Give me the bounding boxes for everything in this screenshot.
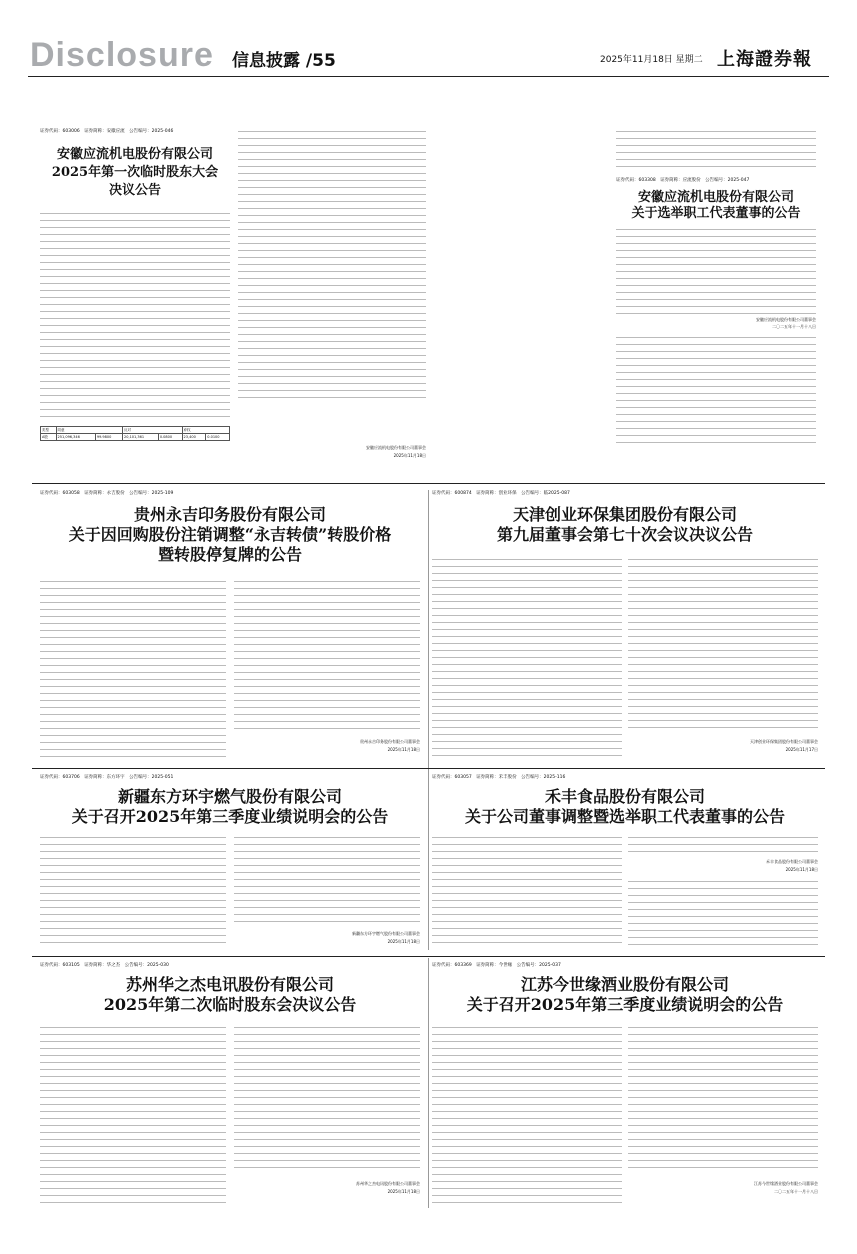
notice-title-line: 关于选举职工代表董事的公告 (631, 206, 801, 221)
table-header-cell: 弃权 (182, 427, 229, 434)
notice-title-line: 暨转股停复牌的公告 (157, 545, 302, 564)
notice-codes: 证券代码：603006 证券简称：安徽应流 公告编号：2025-046 (40, 129, 174, 134)
notice-title-line: 关于因回购股份注销调整“永吉转债”转股价格 (68, 525, 392, 544)
notice-codes: 证券代码：603706 证券简称：东方环宇 公告编号：2025-051 (40, 775, 174, 780)
notice-signature: 安徽应流机电股份有限公司董事会 (756, 317, 816, 322)
notice-title-line: 贵州永吉印务股份有限公司 (133, 505, 326, 524)
table-header-cell: 同意 (56, 427, 122, 434)
notice-body (432, 1024, 622, 1204)
notice-codes: 证券代码：603057 证券简称：禾丰股份 公告编号：2025-116 (432, 775, 566, 780)
notice-date: 2025年11月18日 (785, 867, 818, 872)
column-divider (428, 958, 429, 1208)
notice-title-line: 苏州华之杰电讯股份有限公司 (125, 975, 334, 994)
notice-body-col2 (234, 1024, 420, 1174)
notice-body (40, 1024, 226, 1204)
notice-body (40, 210, 230, 420)
notice-guizhou-yongji (40, 490, 420, 762)
notice-body (40, 834, 226, 946)
notice-date: 2025年11月18日 (387, 1189, 420, 1194)
section-rule (32, 956, 825, 957)
notice-signature: 贵州永吉印务股份有限公司董事会 (360, 739, 420, 744)
table-cell: 0.0100 (206, 434, 230, 441)
notice-body-col2 (628, 834, 818, 854)
notice-body (40, 578, 226, 758)
notice-codes: 证券代码：603105 证券简称：华之杰 公告编号：2025-030 (40, 963, 169, 968)
notice-body-col2 (628, 556, 818, 732)
table-cell: 99.9800 (95, 434, 122, 441)
table-cell: 20,101,361 (123, 434, 159, 441)
notice-xinjiang-dongfang (40, 774, 420, 950)
notice-title-line: 2025年第二次临时股东会决议公告 (103, 995, 357, 1014)
table-cell: 0.0800 (158, 434, 182, 441)
table-cell: 23,400 (182, 434, 206, 441)
notice-attachment (628, 878, 818, 946)
issue-date: 2025年11月18日 星期二 (600, 55, 703, 65)
notice-title-line: 安徽应流机电股份有限公司 (637, 190, 794, 205)
notice-body-col2 (234, 834, 420, 926)
notice-title-line: 禾丰食品股份有限公司 (544, 787, 705, 806)
notice-title-line: 关于召开2025年第三季度业绩说明会的公告 (466, 995, 784, 1014)
notice-body-col2 (238, 128, 426, 398)
notice-anhui-yingliu-meeting (40, 128, 426, 478)
table-cell: A股 (41, 434, 57, 441)
masthead-logo: Disclosure (30, 36, 214, 74)
header-rule (28, 76, 829, 77)
notice-date: 2025年11月18日 (387, 747, 420, 752)
notice-title-line: 新疆东方环宇燃气股份有限公司 (117, 787, 342, 806)
notice-body-col2 (234, 578, 420, 730)
column-divider (428, 490, 429, 950)
notice-signature: 江苏今世缘酒业股份有限公司董事会 (754, 1181, 818, 1186)
notice-signature: 安徽应流机电股份有限公司董事会 (366, 445, 426, 450)
notice-body (616, 226, 816, 316)
notice-body (432, 556, 622, 758)
table-header-cell: 反对 (123, 427, 183, 434)
notice-hefeng-food (432, 774, 818, 950)
notice-signature: 新疆东方环宇燃气股份有限公司董事会 (352, 931, 420, 936)
section-title: 信息披露 /55 (232, 51, 336, 71)
newspaper-name: 上海證券報 (717, 49, 812, 70)
notice-date: 二〇二五年十一月十八日 (774, 1189, 818, 1194)
notice-title-line: 关于公司董事调整暨选举职工代表董事的公告 (464, 807, 785, 826)
notice-jiangsu-jinshiyuan (432, 962, 818, 1208)
notice-codes: 证券代码：603369 证券简称：今世缘 公告编号：2025-037 (432, 963, 561, 968)
notice-title-line: 2025年第一次临时股东大会 (51, 165, 219, 180)
section-rule (32, 483, 825, 484)
notice-preface (616, 128, 816, 173)
notice-codes: 证券代码：600874 证券简称：创业环保 公告编号：临2025-087 (432, 491, 570, 496)
notice-title-line: 关于召开2025年第三季度业绩说明会的公告 (71, 807, 389, 826)
notice-body-col2 (628, 1024, 818, 1174)
notice-title-line: 天津创业环保集团股份有限公司 (512, 505, 737, 524)
notice-codes: 证券代码：603308 证券简称：应流股份 公告编号：2025-047 (616, 178, 750, 183)
notice-suzhou-huazhijie (40, 962, 420, 1208)
section-rule (32, 768, 825, 769)
notice-anhui-yingliu-director (616, 128, 816, 478)
notice-date: 2025年11月18日 (387, 939, 420, 944)
notice-signature: 天津创业环保集团股份有限公司董事会 (750, 739, 818, 744)
table-cell: 251,096,346 (56, 434, 95, 441)
notice-date: 二〇二五年十一月十八日 (772, 324, 816, 329)
notice-signature: 禾丰食品股份有限公司董事会 (766, 859, 818, 864)
notice-date: 2025年11月18日 (393, 453, 426, 458)
notice-attachment (616, 334, 816, 444)
notice-title-line: 江苏今世缘酒业股份有限公司 (520, 975, 729, 994)
notice-title-line: 决议公告 (108, 183, 161, 198)
page-header (0, 0, 857, 92)
notice-body (432, 834, 622, 946)
notice-title-line: 安徽应流机电股份有限公司 (56, 147, 213, 162)
notice-date: 2025年11月17日 (785, 747, 818, 752)
vote-table (40, 426, 230, 441)
notice-tianjin-chuangye (432, 490, 818, 762)
notice-codes: 证券代码：603058 证券简称：永吉股份 公告编号：2025-109 (40, 491, 174, 496)
notice-signature: 苏州华之杰电讯股份有限公司董事会 (356, 1181, 420, 1186)
notice-title-line: 第九届董事会第七十次会议决议公告 (496, 525, 753, 544)
table-header-cell: 类型 (41, 427, 57, 434)
